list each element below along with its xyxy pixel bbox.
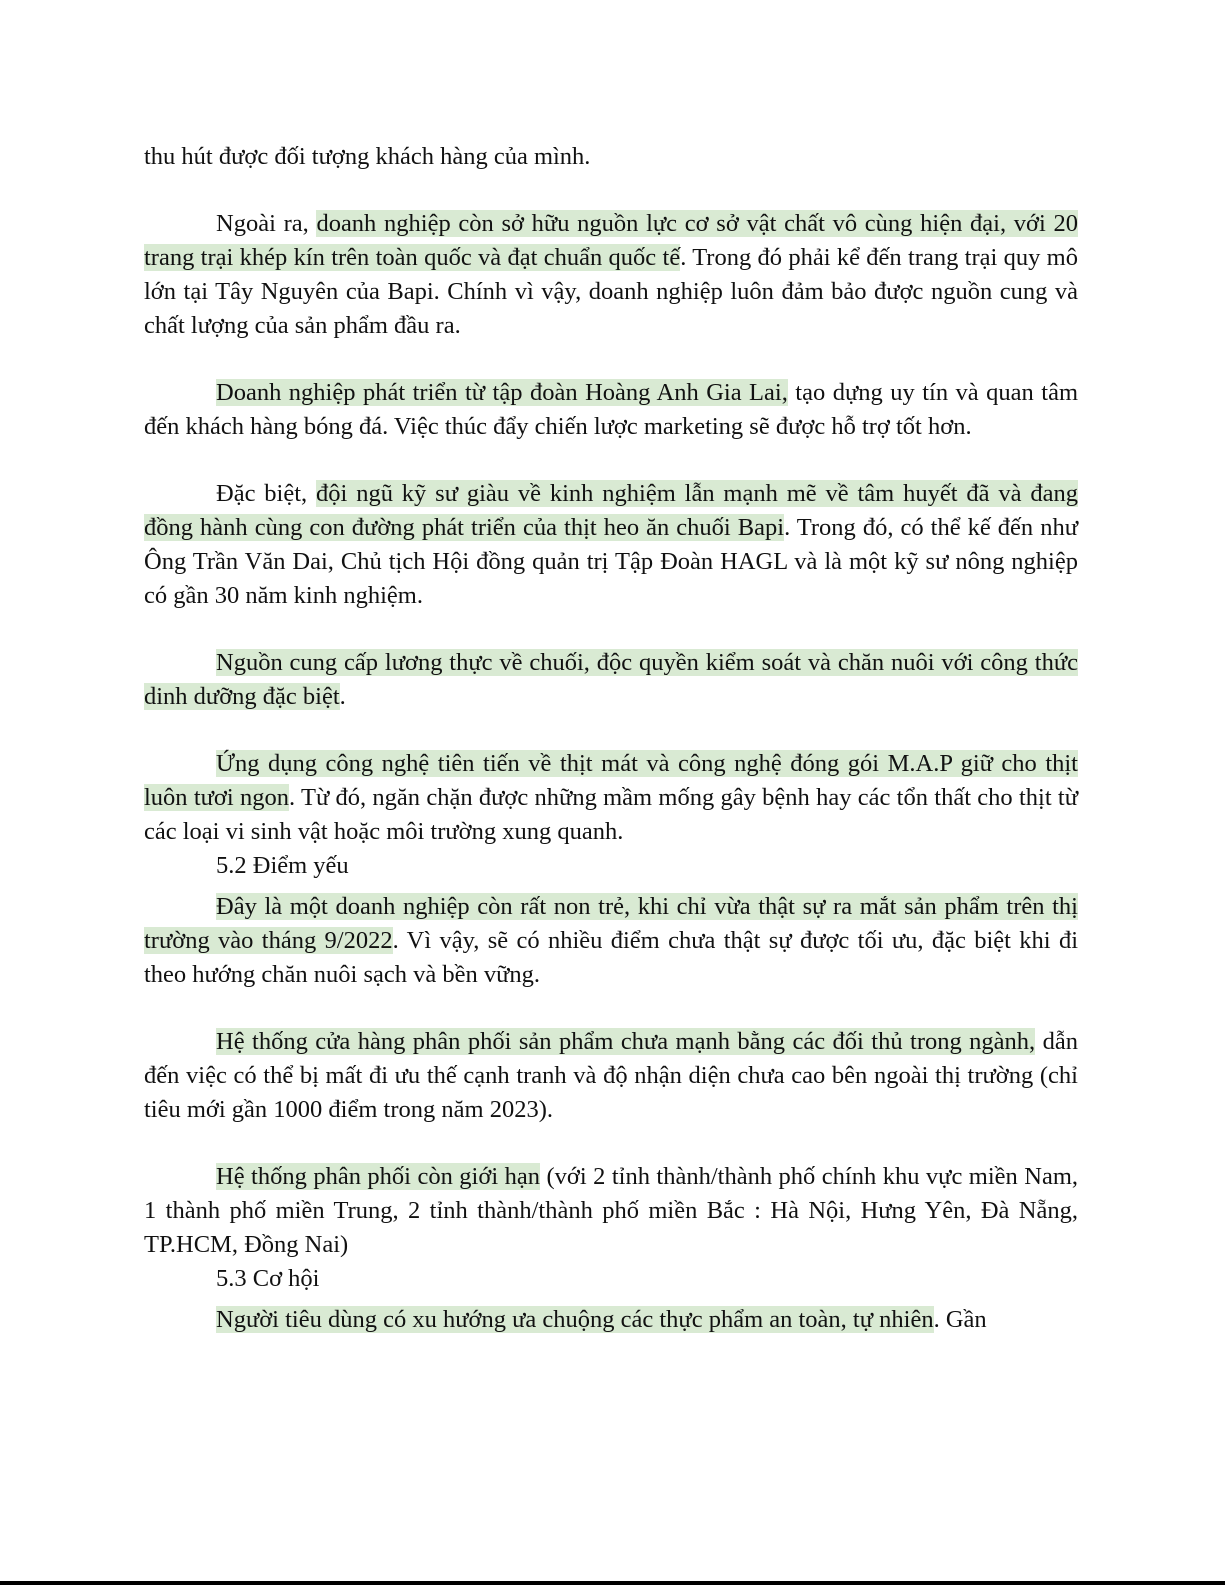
paragraph-continuation [144, 140, 1078, 174]
paragraph-store-network [144, 1025, 1078, 1127]
paragraph-consumer-trend [144, 1303, 1078, 1337]
highlighted-text: Ứng dụng công nghệ tiên tiến về thịt mát và công nghệ đóng gói M.A.P giữ cho thịt luôn tươi ngon [144, 750, 1078, 811]
highlighted-text: Đây là một doanh nghiệp còn rất non trẻ, khi chỉ vừa thật sự ra mắt sản phẩm trên thị trường vào tháng 9/2022 [144, 893, 1078, 954]
paragraph-lead: Ngoài ra, [216, 210, 317, 237]
paragraph-rest: . [339, 683, 346, 710]
paragraph-rest: . Vì vậy, sẽ có nhiều điểm chưa thật sự được tối ưu, đặc biệt khi đi theo hướng chăn nuôi sạch và bền vững. [144, 927, 1078, 988]
section-heading-opportunities: 5.3 Cơ hội [216, 1265, 320, 1292]
paragraph-text: thu hút được đối tượng khách hàng của mình. [144, 143, 591, 170]
paragraph-banana-supply [144, 646, 1078, 714]
paragraph-lead: Đặc biệt, [216, 480, 317, 507]
highlighted-text: doanh nghiệp còn sở hữu nguồn lực cơ sở vật chất vô cùng hiện đại, với 20 trang trại khép kín trên toàn quốc và đạt chuẩn quốc tế [144, 210, 1078, 271]
paragraph-rest: . Trong đó, có thể kế đến như Ông Trần Văn Dai, Chủ tịch Hội đồng quản trị Tập Đoàn HAGL và là một kỹ sư nông nghiệp có gần 30 năm kinh nghiệm. [144, 514, 1079, 609]
paragraph-rest: . Gần [933, 1306, 987, 1333]
highlighted-text: Doanh nghiệp phát triển từ tập đoàn Hoàng Anh Gia Lai, [216, 379, 788, 406]
highlighted-text: Người tiêu dùng có xu hướng ưa chuộng các thực phẩm an toàn, tự nhiên [216, 1306, 934, 1333]
paragraph-hagl-origin [144, 376, 1078, 444]
paragraph-rest: dẫn đến việc có thể bị mất đi ưu thế cạnh tranh và độ nhận diện chưa cao bên ngoài thị trường (chỉ tiêu mới gần 1000 điểm trong năm 2023). [144, 1028, 1079, 1123]
paragraph-rest: . Trong đó phải kể đến trang trại quy mô lớn tại Tây Nguyên của Bapi. Chính vì vậy, doanh nghiệp luôn đảm bảo được nguồn cung và chất lượng của sản phẩm đầu ra. [144, 244, 1078, 339]
highlighted-text: Hệ thống cửa hàng phân phối sản phẩm chưa mạnh bằng các đối thủ trong ngành, [216, 1028, 1036, 1055]
paragraph-technology [144, 747, 1078, 849]
section-heading-weaknesses: 5.2 Điểm yếu [216, 852, 349, 879]
highlighted-text: Hệ thống phân phối còn giới hạn [216, 1163, 540, 1190]
page-bottom-border [0, 1581, 1225, 1585]
document-page [144, 140, 1078, 1337]
paragraph-distribution-limits [144, 1160, 1078, 1262]
paragraph-rest: tạo dựng uy tín và quan tâm đến khách hàng bóng đá. Việc thúc đẩy chiến lược marketing sẽ được hỗ trợ tốt hơn. [144, 379, 1078, 440]
paragraph-facilities [144, 207, 1078, 343]
highlighted-text: đội ngũ kỹ sư giàu về kinh nghiệm lẫn mạnh mẽ về tâm huyết đã và đang đồng hành cùng con đường phát triển của thịt heo ăn chuối Bapi [144, 480, 1078, 541]
paragraph-young-company [144, 890, 1078, 992]
paragraph-rest: . Từ đó, ngăn chặn được những mầm mống gây bệnh hay các tổn thất cho thịt từ các loại vi sinh vật hoặc môi trường xung quanh. [144, 784, 1079, 845]
paragraph-rest: (với 2 tỉnh thành/thành phố chính khu vực miền Nam, 1 thành phố miền Trung, 2 tỉnh thành/thành phố miền Bắc : Hà Nội, Hưng Yên, Đà Nẵng, TP.HCM, Đồng Nai) [144, 1163, 1079, 1258]
highlighted-text: Nguồn cung cấp lương thực về chuối, độc quyền kiểm soát và chăn nuôi với công thức dinh dưỡng đặc biệt [144, 649, 1078, 710]
paragraph-engineers [144, 477, 1078, 613]
